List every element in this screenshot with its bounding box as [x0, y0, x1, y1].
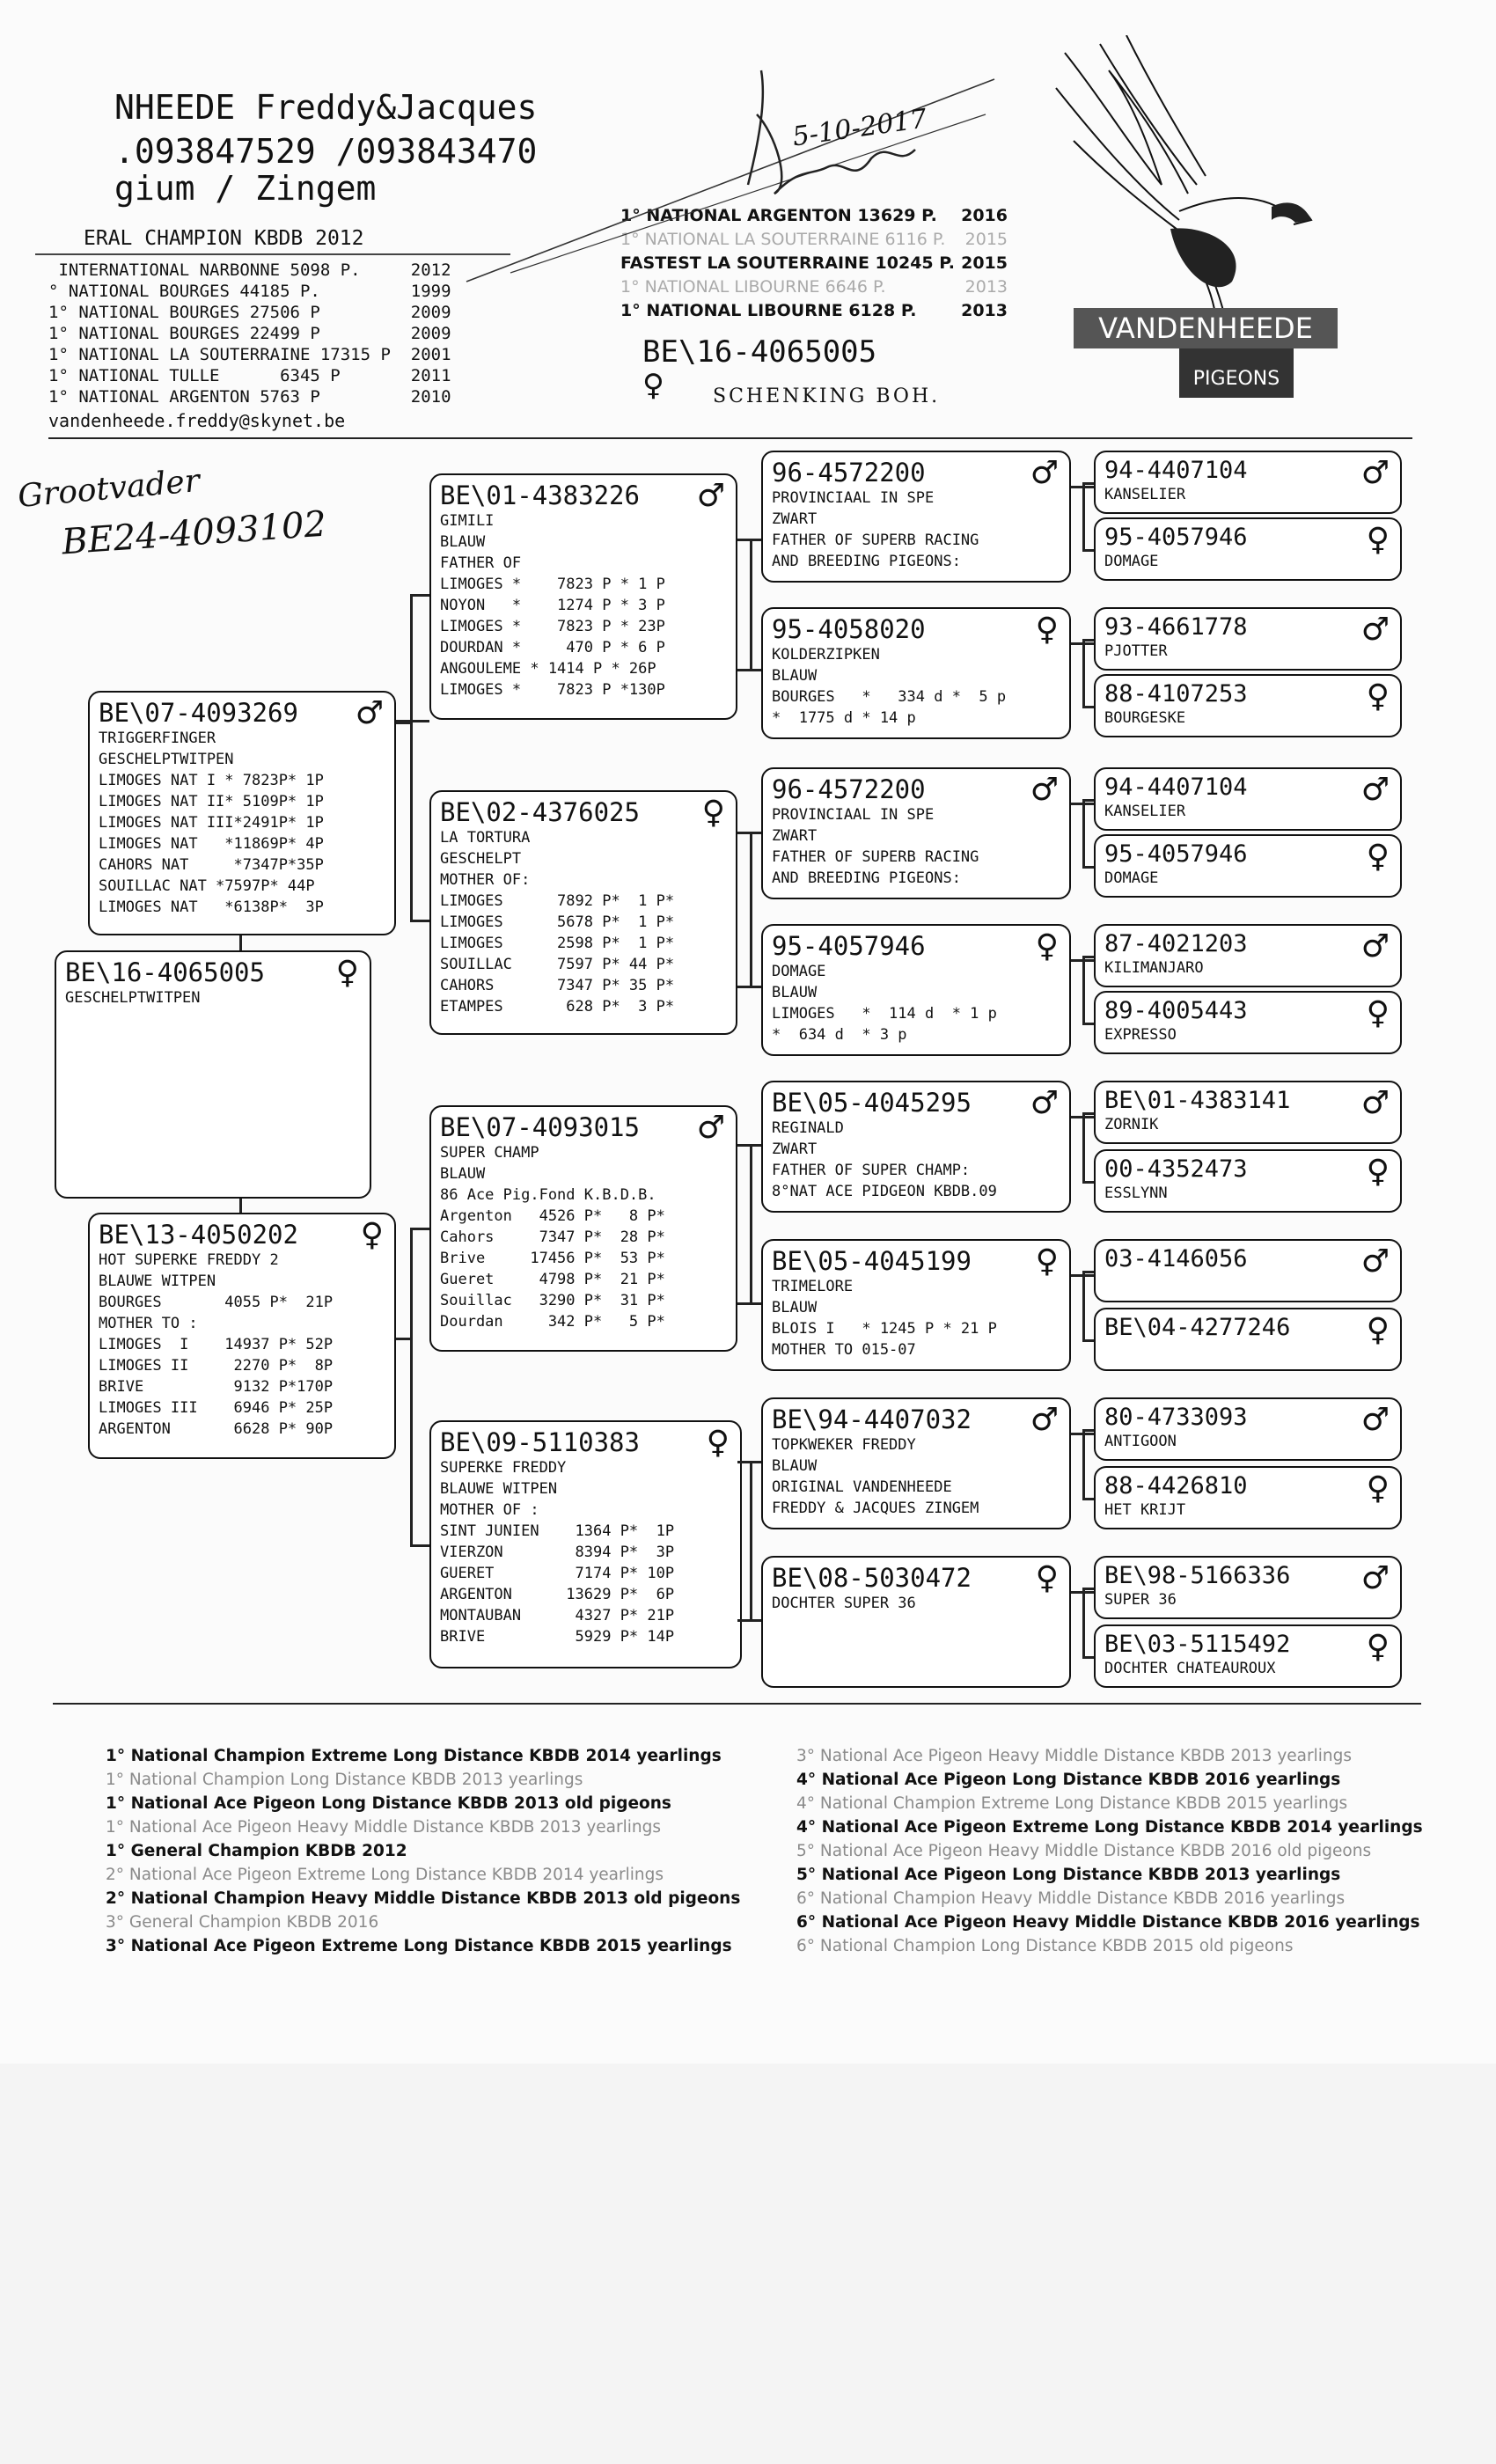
pigeon-info-line: LIMOGES * 7823 P * 23P: [440, 618, 665, 635]
pigeon-info-line: CAHORS 7347 P* 35 P*: [440, 977, 675, 994]
pigeon-info-line: BLAUW: [772, 984, 818, 1001]
ring-number: BE\07-4093015: [440, 1112, 640, 1142]
result-line: 1° NATIONAL BOURGES 27506 P 2009: [48, 303, 451, 322]
vandenheede-logo: [1047, 35, 1364, 414]
pigeon-info-line: LIMOGES * 7823 P * 1 P: [440, 576, 665, 593]
female-symbol-icon: ♀: [1366, 1154, 1390, 1190]
connector-line: [1082, 1271, 1085, 1339]
pigeon-info-line: * 634 d * 3 p: [772, 1026, 907, 1044]
achievement-item: 1° National Ace Pigeon Long Distance KBDB 2013 old pigeons: [106, 1794, 671, 1813]
connector-line: [410, 1228, 413, 1544]
female-symbol-icon: ♀: [1035, 1243, 1059, 1280]
pigeon-info-line: DOCHTER SUPER 36: [772, 1595, 916, 1612]
pigeon-info-line: ANGOULEME * 1414 P * 26P: [440, 660, 656, 678]
handwritten-note: SCHENKING BOH.: [713, 385, 941, 407]
achievement-item: 4° National Ace Pigeon Extreme Long Distance KBDB 2014 yearlings: [796, 1818, 1423, 1837]
ring-number: BE\08-5030472: [772, 1563, 972, 1593]
male-symbol-icon: ♂: [696, 1110, 725, 1146]
male-symbol-icon: ♂: [1030, 1085, 1059, 1121]
pigeon-info-line: REGINALD: [772, 1119, 844, 1137]
pigeon-info-line: BLAUW: [440, 1165, 486, 1183]
pigeon-info-line: MOTHER OF:: [440, 871, 531, 889]
male-symbol-icon: ♂: [696, 478, 725, 514]
achievement-item: 1° National Ace Pigeon Heavy Middle Distance KBDB 2013 yearlings: [106, 1818, 662, 1837]
achievement-item: 4° National Champion Extreme Long Distance KBDB 2015 yearlings: [796, 1794, 1348, 1813]
pigeon-card: [1094, 1397, 1402, 1461]
pigeon-info-line: GESCHELPTWITPEN: [65, 989, 201, 1007]
connector-line: [1082, 1588, 1094, 1590]
pigeon-info-line: BOURGES 4055 P* 21P: [99, 1294, 334, 1311]
male-symbol-icon: ♂: [1360, 928, 1390, 964]
national-year: 2015: [961, 253, 1008, 273]
result-line: INTERNATIONAL NARBONNE 5098 P. 2012: [48, 260, 451, 280]
pigeon-info-line: GESCHELPT: [440, 850, 522, 868]
pigeon-info-line: 86 Ace Pig.Fond K.B.D.B.: [440, 1186, 656, 1204]
grandfather-note-2: BE24-4093102: [60, 503, 328, 563]
connector-line: [410, 1228, 429, 1230]
pigeon-info-line: LIMOGES NAT *11869P* 4P: [99, 835, 324, 853]
connector-line: [750, 539, 752, 669]
ring-number: 96-4572200: [772, 458, 926, 488]
pigeon-card: [761, 1239, 1071, 1371]
connector-line: [1082, 1181, 1094, 1184]
national-text: 1° NATIONAL LA SOUTERRAINE 6116 P.: [620, 230, 946, 249]
achievement-item: 3° General Champion KBDB 2016: [106, 1913, 379, 1932]
pigeon-card: [761, 767, 1071, 899]
signature: [458, 62, 1021, 299]
pigeon-info-line: CAHORS NAT *7347P*35P: [99, 856, 324, 874]
pigeon-info-line: FATHER OF SUPER CHAMP:: [772, 1162, 971, 1179]
male-symbol-icon: ♂: [1360, 1243, 1390, 1280]
ring-number: BE\01-4383141: [1104, 1087, 1291, 1114]
national-year: 2016: [961, 206, 1008, 225]
national-text: FASTEST LA SOUTERRAINE 10245 P.: [620, 253, 955, 273]
pigeon-info-line: ZWART: [772, 1140, 818, 1158]
pigeon-name: ANTIGOON: [1104, 1433, 1177, 1450]
female-symbol-icon: ♀: [1035, 928, 1059, 964]
female-symbol-icon: ♀: [706, 1425, 730, 1461]
ring-number: BE\05-4045199: [772, 1246, 972, 1276]
pigeon-info-line: Gueret 4798 P* 21 P*: [440, 1271, 665, 1288]
pigeon-info-line: BLAUW: [772, 667, 818, 685]
connector-line: [396, 1338, 410, 1340]
connector-line: [1082, 1498, 1094, 1500]
connector-line: [1082, 1112, 1085, 1181]
pigeon-name: KANSELIER: [1104, 803, 1186, 820]
pigeon-name: ESSLYNN: [1104, 1184, 1168, 1202]
connector-line: [737, 669, 761, 671]
ring-number: 95-4058020: [772, 614, 926, 644]
ring-number: BE\07-4093269: [99, 698, 298, 728]
breeder-name: NHEEDE Freddy&Jacques: [114, 88, 538, 127]
national-year: 2013: [961, 301, 1008, 320]
connector-line: [1082, 956, 1085, 1023]
pigeon-info-line: LIMOGES NAT II* 5109P* 1P: [99, 793, 324, 810]
national-text: 1° NATIONAL LIBOURNE 6128 P.: [620, 301, 917, 320]
pigeon-info-line: DOURDAN * 470 P * 6 P: [440, 639, 665, 656]
ring-number: BE\05-4045295: [772, 1088, 972, 1118]
pigeon-info-line: GESCHELPTWITPEN: [99, 751, 234, 768]
achievement-item: 2° National Ace Pigeon Extreme Long Distance KBDB 2014 yearlings: [106, 1866, 664, 1884]
pigeon-info-line: ARGENTON 6628 P* 90P: [99, 1420, 334, 1438]
pigeon-info-line: PROVINCIAAL IN SPE: [772, 806, 935, 824]
pigeon-card: [1094, 607, 1402, 671]
pigeon-card: [429, 1420, 742, 1668]
pigeon-info-line: NOYON * 1274 P * 3 P: [440, 597, 665, 614]
ring-number: 80-4733093: [1104, 1404, 1248, 1431]
achievement-item: 2° National Champion Heavy Middle Distance KBDB 2013 old pigeons: [106, 1889, 741, 1908]
pigeon-name: DOMAGE: [1104, 869, 1159, 887]
pigeon-info-line: LIMOGES II 2270 P* 8P: [99, 1357, 334, 1375]
pigeon-info-line: FREDDY & JACQUES ZINGEM: [772, 1500, 979, 1517]
pigeon-info-line: MOTHER TO :: [99, 1315, 198, 1332]
ring-number: 89-4005443: [1104, 997, 1248, 1024]
pigeon-info-line: ARGENTON 13629 P* 6P: [440, 1586, 675, 1603]
pigeon-card: [761, 1556, 1071, 1688]
connector-line: [1082, 799, 1094, 802]
pigeon-info-line: DOMAGE: [772, 963, 826, 980]
connector-line: [1082, 1429, 1085, 1498]
ring-number: 88-4107253: [1104, 680, 1248, 708]
ring-number: 87-4021203: [1104, 930, 1248, 957]
achievement-item: 1° National Champion Long Distance KBDB 2013 yearlings: [106, 1771, 583, 1789]
female-symbol-icon: ♀: [1366, 1312, 1390, 1348]
pigeon-info-line: GIMILI: [440, 512, 495, 530]
pigeon-info-line: 8°NAT ACE PIDGEON KBDB.09: [772, 1183, 997, 1200]
female-symbol-icon: ♀: [1366, 839, 1390, 875]
pigeon-info-line: BRIVE 9132 P*170P: [99, 1378, 334, 1396]
pigeon-info-line: TRIMELORE: [772, 1278, 854, 1295]
ring-number: BE\03-5115492: [1104, 1631, 1291, 1658]
pigeon-info-line: ZWART: [772, 827, 818, 845]
pigeon-card: [761, 924, 1071, 1056]
result-line: ° NATIONAL BOURGES 44185 P. 1999: [48, 282, 451, 301]
pigeon-info-line: ORIGINAL VANDENHEEDE: [772, 1478, 952, 1496]
pigeon-info-line: Cahors 7347 P* 28 P*: [440, 1228, 665, 1246]
ring-number: 94-4407104: [1104, 457, 1248, 484]
ring-number: 00-4352473: [1104, 1155, 1248, 1183]
connector-line: [1082, 1588, 1085, 1656]
female-symbol-icon: ♀: [1366, 1629, 1390, 1665]
pigeon-card: [1094, 991, 1402, 1054]
pigeon-info-line: ZWART: [772, 510, 818, 528]
achievement-item: 6° National Champion Heavy Middle Distance KBDB 2016 yearlings: [796, 1889, 1346, 1908]
connector-line: [750, 832, 752, 986]
grandfather-note-1: Grootvader: [16, 463, 202, 515]
pigeon-info-line: SUPER CHAMP: [440, 1144, 539, 1162]
pigeon-info-line: FATHER OF SUPERB RACING: [772, 848, 979, 866]
pigeon-info-line: HOT SUPERKE FREDDY 2: [99, 1251, 279, 1269]
female-symbol-icon: ♀: [701, 795, 725, 831]
pigeon-card: [88, 1213, 396, 1459]
female-symbol-icon: ♀: [360, 1217, 384, 1253]
pigeon-info-line: Brive 17456 P* 53 P*: [440, 1250, 665, 1267]
pigeon-info-line: BLAUW: [772, 1457, 818, 1475]
male-symbol-icon: ♂: [1360, 1402, 1390, 1438]
male-symbol-icon: ♂: [1360, 455, 1390, 491]
pigeon-name: DOCHTER CHATEAUROUX: [1104, 1660, 1276, 1677]
pigeon-card: [761, 1397, 1071, 1529]
male-symbol-icon: ♂: [1030, 772, 1059, 808]
achievement-item: 3° National Ace Pigeon Extreme Long Distance KBDB 2015 yearlings: [106, 1937, 732, 1955]
pigeon-name: DOMAGE: [1104, 553, 1159, 570]
pigeon-info-line: BLAUWE WITPEN: [440, 1480, 558, 1498]
pigeon-info-line: LIMOGES III 6946 P* 25P: [99, 1399, 334, 1417]
pigeon-info-line: LIMOGES NAT III*2491P* 1P: [99, 814, 324, 832]
pigeon-info-line: SINT JUNIEN 1364 P* 1P: [440, 1522, 675, 1540]
achievement-item: 1° General Champion KBDB 2012: [106, 1842, 407, 1860]
bottom-rule: [53, 1703, 1421, 1705]
connector-line: [1082, 639, 1094, 642]
pigeon-card: [1094, 1239, 1402, 1302]
pigeon-name: EXPRESSO: [1104, 1026, 1177, 1044]
male-symbol-icon: ♂: [1360, 1085, 1390, 1121]
connector-line: [737, 1619, 761, 1622]
ring-number: 95-4057946: [772, 931, 926, 961]
connector-line: [1082, 549, 1094, 552]
female-symbol-icon: ♀: [642, 368, 664, 403]
pigeon-info-line: Argenton 4526 P* 8 P*: [440, 1207, 665, 1225]
female-symbol-icon: ♀: [1035, 612, 1059, 648]
result-line: 1° NATIONAL BOURGES 22499 P 2009: [48, 324, 451, 343]
pigeon-card: [88, 691, 396, 935]
connector-line: [737, 1302, 761, 1305]
header-divider: [35, 253, 510, 255]
pigeon-info-line: PROVINCIAAL IN SPE: [772, 489, 935, 507]
pigeon-info-line: TRIGGERFINGER: [99, 730, 216, 747]
ring-number: BE\13-4050202: [99, 1220, 298, 1250]
result-line: 1° NATIONAL ARGENTON 5763 P 2010: [48, 387, 451, 407]
ring-number: BE\02-4376025: [440, 797, 640, 827]
pigeon-info-line: BLOIS I * 1245 P * 21 P: [772, 1320, 997, 1338]
pigeon-info-line: MOTHER OF :: [440, 1501, 539, 1519]
pigeon-name: ZORNIK: [1104, 1116, 1159, 1133]
pigeon-info-line: LA TORTURA: [440, 829, 531, 847]
pigeon-name: KANSELIER: [1104, 486, 1186, 503]
pigeon-card: [761, 607, 1071, 739]
result-line: 1° NATIONAL TULLE 6345 P 2011: [48, 366, 451, 385]
national-text: 1° NATIONAL LIBOURNE 6646 P.: [620, 277, 886, 297]
pigeon-info-line: GUERET 7174 P* 10P: [440, 1565, 675, 1582]
pigeon-name: KILIMANJARO: [1104, 959, 1204, 977]
pigeon-card: [1094, 1308, 1402, 1371]
ring-number: BE\94-4407032: [772, 1404, 972, 1434]
connector-line: [396, 722, 410, 724]
connector-line: [410, 594, 429, 597]
result-line: 1° NATIONAL LA SOUTERRAINE 17315 P 2001: [48, 345, 451, 364]
pigeon-card: [1094, 451, 1402, 514]
national-year: 2015: [964, 230, 1008, 249]
connector-line: [410, 594, 413, 920]
ring-number: 95-4057946: [1104, 524, 1248, 551]
pigeon-name: HET KRIJT: [1104, 1501, 1186, 1519]
ring-number: 94-4407104: [1104, 774, 1248, 801]
pigeon-card: [1094, 517, 1402, 581]
ring-number: 03-4146056: [1104, 1245, 1248, 1272]
pigeon-info-line: FATHER OF SUPERB RACING: [772, 532, 979, 549]
pigeon-info-line: MOTHER TO 015-07: [772, 1341, 916, 1359]
pigeon-info-line: LIMOGES * 114 d * 1 p: [772, 1005, 997, 1023]
pigeon-info-line: SOUILLAC NAT *7597P* 44P: [99, 877, 315, 895]
pigeon-card: [1094, 924, 1402, 987]
pigeon-info-line: LIMOGES 2598 P* 1 P*: [440, 935, 675, 952]
connector-line: [750, 1461, 752, 1619]
pigeon-card: [1094, 1466, 1402, 1529]
female-symbol-icon: ♀: [1366, 522, 1390, 558]
male-symbol-icon: ♂: [1360, 772, 1390, 808]
signature-date: 5-10-2017: [790, 103, 929, 153]
connector-line: [1082, 639, 1085, 706]
pigeon-card: [1094, 1556, 1402, 1619]
achievement-item: 6° National Champion Long Distance KBDB 2015 old pigeons: [796, 1937, 1294, 1955]
pigeon-card: [1094, 1149, 1402, 1213]
ring-number: BE\01-4383226: [440, 480, 640, 510]
pigeon-info-line: VIERZON 8394 P* 3P: [440, 1544, 675, 1561]
connector-line: [1082, 1023, 1094, 1025]
connector-line: [750, 1144, 752, 1302]
female-symbol-icon: ♀: [1366, 995, 1390, 1031]
pigeon-card: [429, 1105, 737, 1352]
national-year: 2013: [964, 277, 1008, 297]
pigeon-info-line: LIMOGES NAT I * 7823P* 1P: [99, 772, 324, 789]
pigeon-info-line: LIMOGES 7892 P* 1 P*: [440, 892, 675, 910]
email: vandenheede.freddy@skynet.be: [48, 410, 346, 431]
ring-number: 93-4661778: [1104, 613, 1248, 641]
connector-line: [1082, 799, 1085, 866]
pigeon-info-line: LIMOGES NAT *6138P* 3P: [99, 898, 324, 916]
ring-number: 88-4426810: [1104, 1472, 1248, 1500]
pigeon-card: [1094, 1624, 1402, 1688]
pigeon-name: BOURGESKE: [1104, 709, 1186, 727]
pigeon-card: [55, 950, 371, 1199]
achievement-item: 5° National Ace Pigeon Heavy Middle Distance KBDB 2016 old pigeons: [796, 1842, 1372, 1860]
pigeon-info-line: BLAUW: [772, 1299, 818, 1316]
breeder-phone: .093847529 /093843470: [114, 132, 538, 171]
pigeon-name: PJOTTER: [1104, 642, 1168, 660]
female-symbol-icon: ♀: [335, 955, 359, 991]
connector-line: [1082, 1271, 1094, 1273]
pigeon-card: [1094, 834, 1402, 898]
male-symbol-icon: ♂: [1360, 612, 1390, 648]
logo-sub: PIGEONS: [1192, 368, 1280, 390]
pigeon-info-line: ETAMPES 628 P* 3 P*: [440, 998, 675, 1016]
pigeon-card: [429, 473, 737, 720]
pigeon-info-line: MONTAUBAN 4327 P* 21P: [440, 1607, 675, 1624]
achievement-item: 1° National Champion Extreme Long Distance KBDB 2014 yearlings: [106, 1747, 722, 1765]
pigeon-card: [1094, 767, 1402, 831]
subject-ring-header: BE\16-4065005: [642, 334, 877, 370]
pigeon-info-line: LIMOGES I 14937 P* 52P: [99, 1336, 334, 1353]
connector-line: [1082, 482, 1094, 485]
top-rule: [48, 437, 1412, 439]
connector-line: [410, 1544, 429, 1547]
pigeon-info-line: BOURGES * 334 d * 5 p: [772, 688, 1007, 706]
pigeon-card: [1094, 1081, 1402, 1144]
male-symbol-icon: ♂: [1030, 455, 1059, 491]
pigeon-info-line: AND BREEDING PIGEONS:: [772, 869, 961, 887]
pigeon-info-line: SUPERKE FREDDY: [440, 1459, 567, 1477]
pigeon-info-line: LIMOGES 5678 P* 1 P*: [440, 913, 675, 931]
achievement-item: 6° National Ace Pigeon Heavy Middle Distance KBDB 2016 yearlings: [796, 1913, 1420, 1932]
pigeon-card: [761, 1081, 1071, 1213]
pigeon-info-line: LIMOGES * 7823 P *130P: [440, 681, 665, 699]
pigeon-info-line: BRIVE 5929 P* 14P: [440, 1628, 675, 1646]
pigeon-card: [761, 451, 1071, 583]
ring-number: BE\16-4065005: [65, 957, 265, 987]
ring-number: BE\09-5110383: [440, 1427, 640, 1457]
connector-line: [1082, 956, 1094, 958]
pigeon-info-line: SOUILLAC 7597 P* 44 P*: [440, 956, 675, 973]
pigeon-info-line: BLAUW: [440, 533, 486, 551]
pigeon-card: [1094, 674, 1402, 737]
ring-number: 95-4057946: [1104, 840, 1248, 868]
male-symbol-icon: ♂: [1360, 1560, 1390, 1596]
connector-line: [1082, 1339, 1094, 1342]
achievement-item: 4° National Ace Pigeon Long Distance KBDB 2016 yearlings: [796, 1771, 1341, 1789]
connector-line: [1082, 482, 1085, 549]
achievement-item: 3° National Ace Pigeon Heavy Middle Distance KBDB 2013 yearlings: [796, 1747, 1353, 1765]
female-symbol-icon: ♀: [1035, 1560, 1059, 1596]
connector-line: [737, 986, 761, 988]
connector-line: [1082, 1656, 1094, 1659]
connector-line: [239, 935, 242, 950]
pigeon-name: SUPER 36: [1104, 1591, 1177, 1609]
pigeon-info-line: Souillac 3290 P* 31 P*: [440, 1292, 665, 1309]
national-line: [620, 301, 1008, 320]
logo-name: VANDENHEEDE: [1098, 312, 1313, 345]
achievement-item: 5° National Ace Pigeon Long Distance KBDB 2013 yearlings: [796, 1866, 1341, 1884]
female-symbol-icon: ♀: [1366, 1470, 1390, 1507]
pigeon-info-line: * 1775 d * 14 p: [772, 709, 916, 727]
national-text: 1° NATIONAL ARGENTON 13629 P.: [620, 206, 937, 225]
male-symbol-icon: ♂: [1030, 1402, 1059, 1438]
connector-line: [1082, 866, 1094, 869]
pigeon-card: [429, 790, 737, 1035]
pigeon-info-line: FATHER OF: [440, 554, 522, 572]
ring-number: 96-4572200: [772, 774, 926, 804]
pigeon-info-line: TOPKWEKER FREDDY: [772, 1436, 916, 1454]
female-symbol-icon: ♀: [1366, 678, 1390, 715]
ring-number: BE\98-5166336: [1104, 1562, 1291, 1589]
pigeon-info-line: KOLDERZIPKEN: [772, 646, 880, 664]
connector-line: [410, 920, 429, 922]
male-symbol-icon: ♂: [355, 695, 384, 731]
pigeon-info-line: Dourdan 342 P* 5 P*: [440, 1313, 665, 1331]
pigeon-info-line: AND BREEDING PIGEONS:: [772, 553, 961, 570]
connector-line: [1082, 706, 1094, 708]
connector-line: [239, 1199, 242, 1213]
connector-line: [1082, 1429, 1094, 1432]
pigeon-info-line: BLAUWE WITPEN: [99, 1272, 216, 1290]
champion-title: ERAL CHAMPION KBDB 2012: [84, 227, 364, 250]
connector-line: [1082, 1112, 1094, 1115]
ring-number: BE\04-4277246: [1104, 1314, 1291, 1341]
breeder-location: gium / Zingem: [114, 169, 377, 208]
